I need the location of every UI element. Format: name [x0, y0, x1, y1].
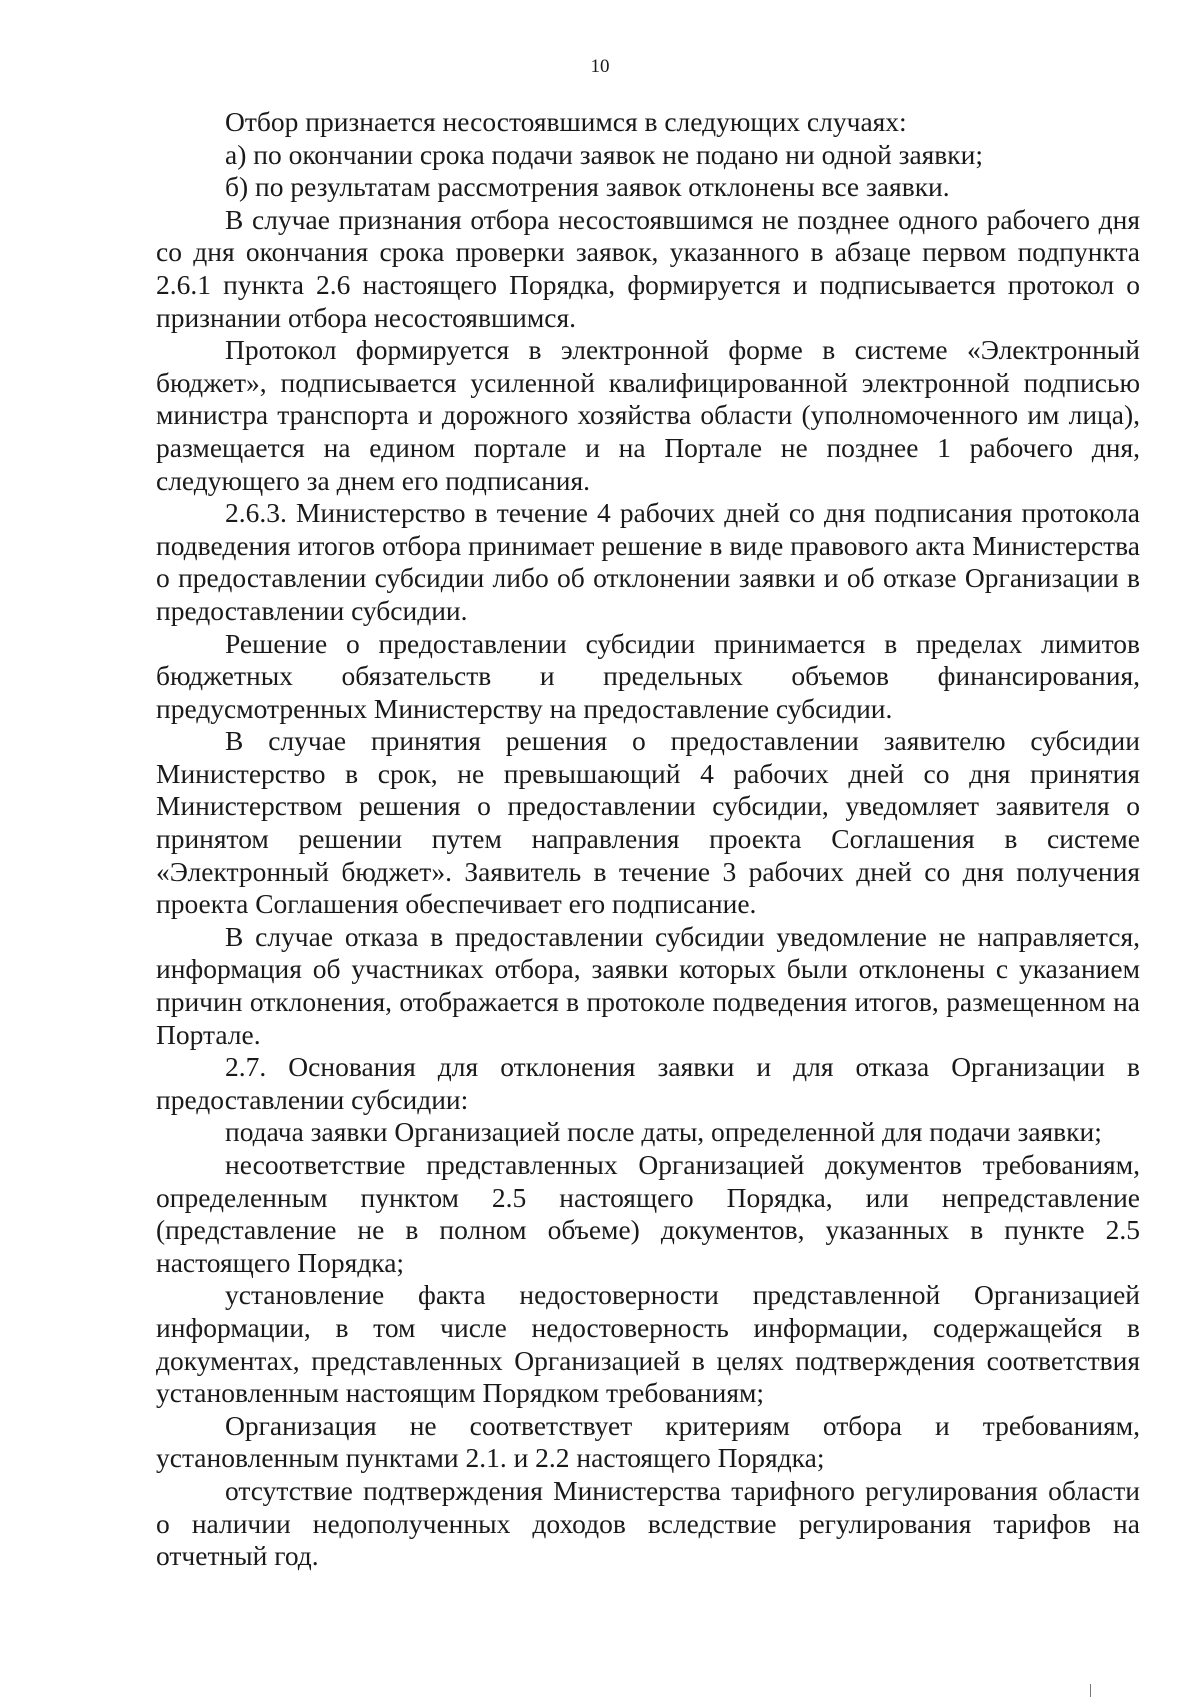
- scan-edge-mark: [1090, 1684, 1091, 1697]
- paragraph-2-7-heading: 2.7. Основания для отклонения заявки и для отказа Организации в предоставлении субсидии:: [156, 1051, 1140, 1115]
- paragraph-refusal-case: В случае отказа в предоставлении субсидии уведомление не направляется, информация об участниках отбора, заявки которых были отклонены с указанием причин отклонения, отображается в протоколе подведения итогов, размещенном на Портале.: [156, 920, 1140, 1050]
- paragraph-ground-false-information: установление факта недостоверности представленной Организацией информации, в том числе недостоверность информации, содержащейся в документах, представленных Организацией в целях подтверждения соответствия установленным настоящим Порядком требованиям;: [156, 1279, 1140, 1409]
- paragraph-ground-nonconformity: несоответствие представленных Организацией документов требованиям, определенным пунктом 2.5 настоящего Порядка, или непредставление (представление не в полном объеме) документов, указанных в пункте 2.5 настоящего Порядка;: [156, 1149, 1140, 1278]
- paragraph-decision-notification: В случае принятия решения о предоставлении заявителю субсидии Министерство в срок, не превышающий 4 рабочих дней со дня принятия Министерством решения о предоставлении субсидии, уведомляет заявителя о принятом решении путем направления проекта Соглашения в системе «Электронный бюджет». Заявитель в течение 3 рабочих дней со дня получения проекта Соглашения обеспечивает его подписание.: [156, 725, 1140, 920]
- paragraph-ground-criteria: Организация не соответствует критериям отбора и требованиям, установленным пунктами 2.1. и 2.2 настоящего Порядка;: [156, 1409, 1140, 1474]
- paragraph-ground-late-submission: подача заявки Организацией после даты, определенной для подачи заявки;: [225, 1116, 1102, 1148]
- paragraph-case-b: б) по результатам рассмотрения заявок отклонены все заявки.: [225, 171, 950, 203]
- page-number: 10: [590, 56, 610, 77]
- document-body: [156, 106, 1140, 1573]
- paragraph-failed-protocol: В случае признания отбора несостоявшимся не позднее одного рабочего дня со дня окончания срока проверки заявок, указанного в абзаце первом подпункта 2.6.1 пункта 2.6 настоящего Порядка, формируется и подписывается протокол о признании отбора несостоявшимся.: [156, 203, 1140, 333]
- paragraph-selection-failed-intro: Отбор признается несостоявшимся в следующих случаях:: [225, 106, 907, 137]
- paragraph-2-6-3: 2.6.3. Министерство в течение 4 рабочих дней со дня подписания протокола подведения итогов отбора принимает решение в виде правового акта Министерства о предоставлении субсидии либо об отклонении заявки и об отказе Организации в предоставлении субсидии.: [156, 497, 1140, 626]
- paragraph-protocol-electronic: Протокол формируется в электронной форме в системе «Электронный бюджет», подписывается усиленной квалифицированной электронной подписью министра транспорта и дорожного хозяйства области (уполномоченного им лица), размещается на едином портале и на Портале не позднее 1 рабочего дня, следующего за днем его подписания.: [156, 334, 1140, 496]
- paragraph-ground-no-confirmation: отсутствие подтверждения Министерства тарифного регулирования области о наличии недополученных доходов вследствие регулирования тарифов на отчетный год.: [156, 1474, 1140, 1572]
- paragraph-decision-limits: Решение о предоставлении субсидии принимается в пределах лимитов бюджетных обязательств и предельных объемов финансирования, предусмотренных Министерству на предоставление субсидии.: [156, 627, 1140, 724]
- paragraph-case-a: а) по окончании срока подачи заявок не подано ни одной заявки;: [225, 138, 983, 170]
